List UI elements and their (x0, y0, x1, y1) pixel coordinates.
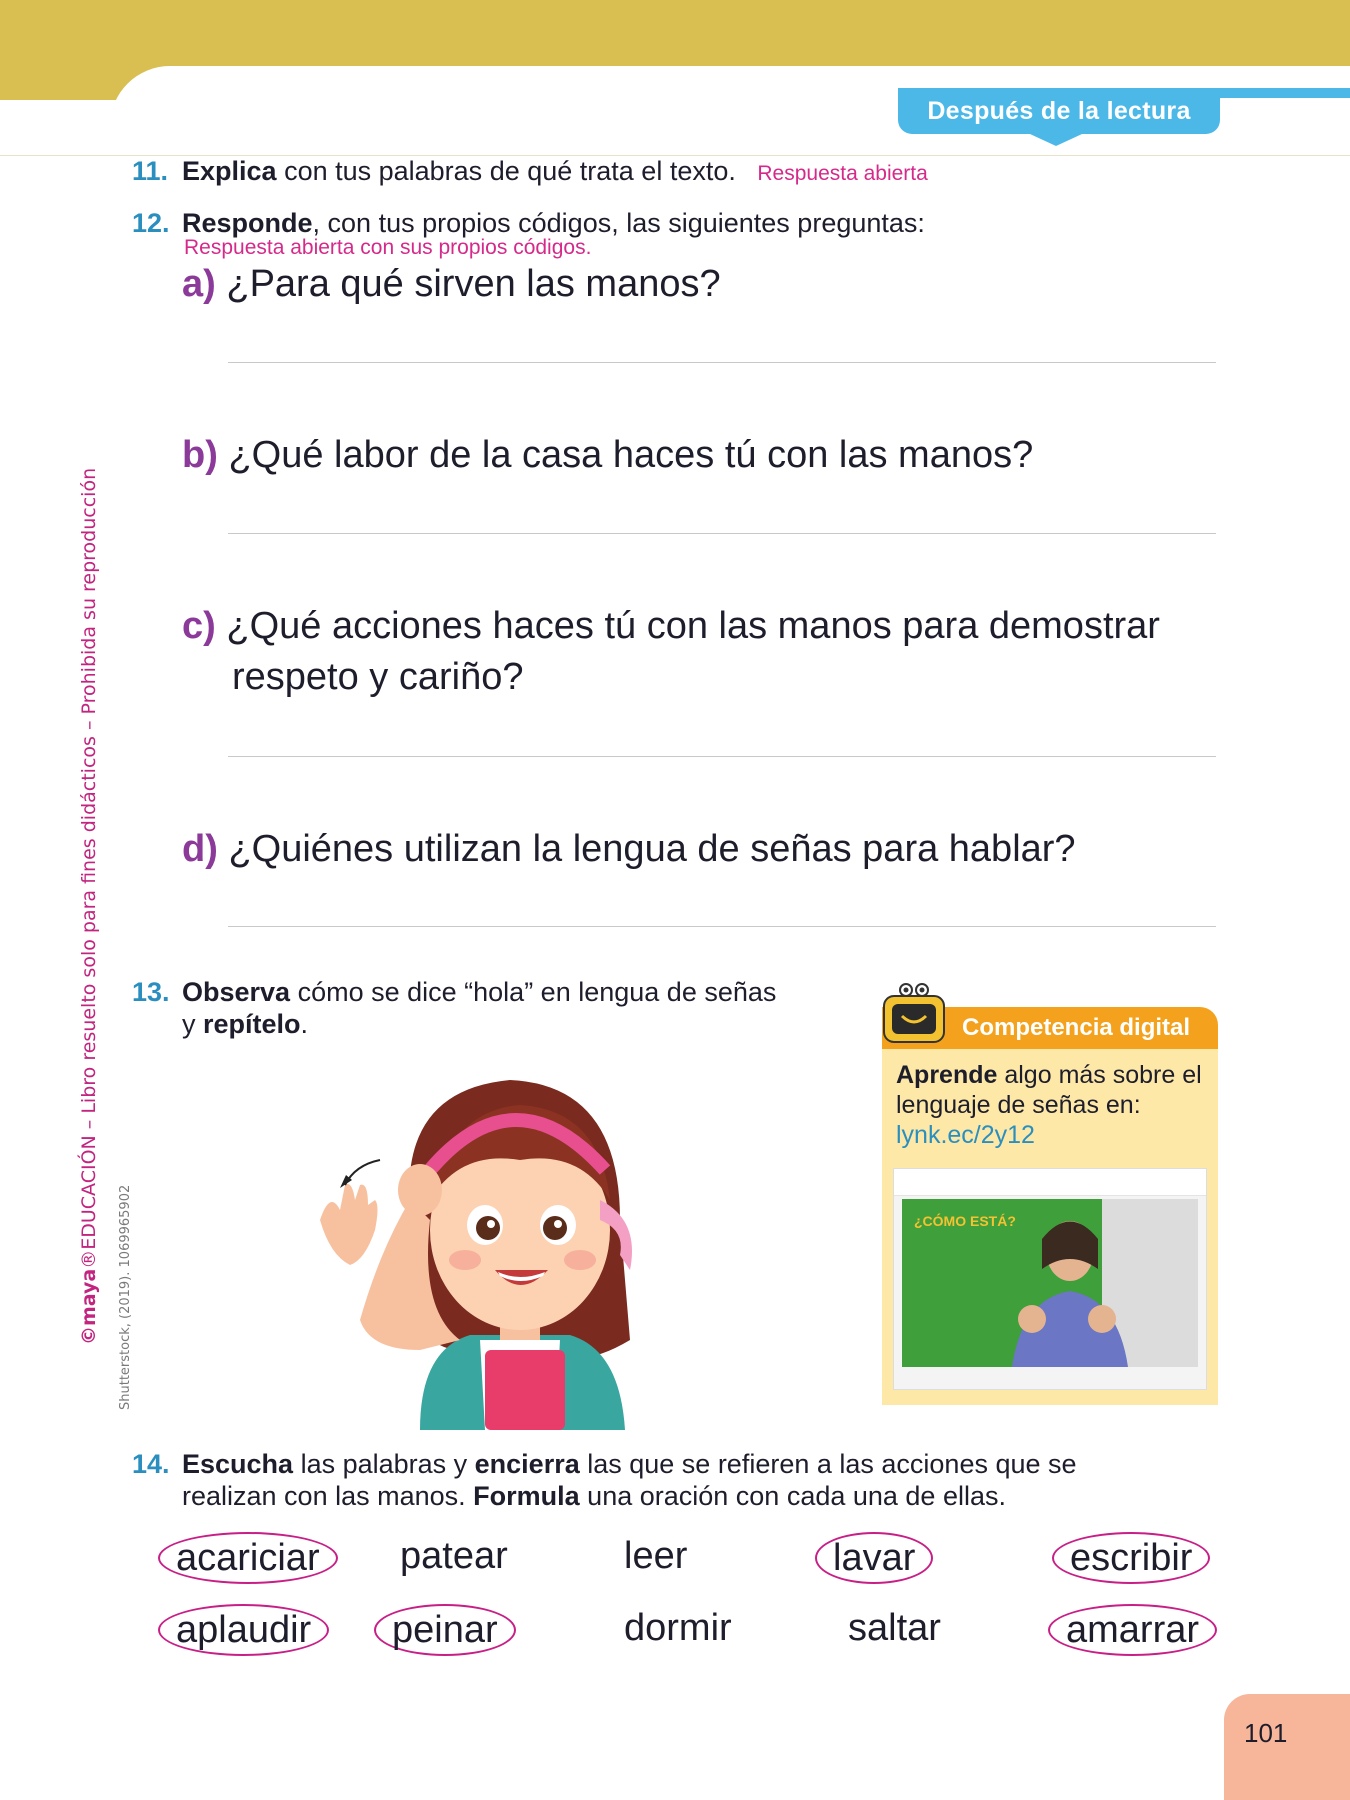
instruction-verb: repítelo (203, 1009, 301, 1039)
video-title: ¿CÓMO ESTÁ? (914, 1213, 1016, 1229)
girl-waving-illustration (300, 1050, 700, 1430)
question-number: 12. (132, 208, 170, 238)
question-14 (132, 1448, 1212, 1518)
subquestion-d (182, 824, 1076, 874)
instruction-verb: Observa (182, 977, 291, 1007)
word-leer[interactable]: leer (624, 1535, 688, 1577)
question-13 (132, 976, 852, 1046)
question-text: las palabras y (293, 1449, 475, 1479)
word-acariciar[interactable]: acariciar (158, 1532, 338, 1584)
answer-line-d[interactable] (228, 926, 1216, 927)
subquestion-c (182, 601, 1160, 651)
subquestion-b (182, 430, 1033, 480)
question-text: las que se refieren a las acciones que se (579, 1449, 1077, 1479)
answer-line-a[interactable] (228, 362, 1216, 363)
question-number: 14. (132, 1449, 170, 1479)
subquestion-c-line2 (232, 652, 524, 702)
side-copyright (78, 468, 100, 1345)
word-aplaudir[interactable]: aplaudir (158, 1604, 329, 1656)
question-number: 13. (132, 977, 170, 1007)
subquestion-letter: b) (182, 434, 218, 476)
digital-competence-text (896, 1060, 1206, 1150)
word-patear[interactable]: patear (400, 1535, 508, 1577)
section-tab-point (1030, 134, 1082, 146)
page-number: 101 (1244, 1718, 1288, 1748)
answer-line-b[interactable] (228, 533, 1216, 534)
answer-note: Respuesta abierta (757, 162, 928, 185)
browser-bar (894, 1169, 1206, 1196)
punctuation: . (300, 1009, 309, 1039)
instruction-verb: encierra (474, 1449, 580, 1479)
question-text: , con tus propios códigos, las siguientes preguntas: (312, 208, 925, 238)
subquestion-letter: a) (182, 263, 216, 305)
subquestion-text: ¿Quiénes utilizan la lengua de señas para hablar? (228, 828, 1076, 870)
side-copyright-text: ®EDUCACIÓN – Libro resuelto solo para fines didácticos – Prohibida su reproducción (78, 467, 100, 1269)
subquestion-text: respeto y cariño? (232, 656, 524, 698)
instruction-verb: Escucha (182, 1449, 294, 1479)
instruction-verb: Responde (182, 208, 313, 238)
robot-mascot-icon (880, 980, 952, 1046)
instruction-verb: Formula (473, 1481, 580, 1511)
word-amarrar[interactable]: amarrar (1048, 1604, 1217, 1656)
subquestion-text: ¿Qué acciones haces tú con las manos para demostrar (226, 605, 1160, 647)
subquestion-text: ¿Qué labor de la casa haces tú con las manos? (228, 434, 1034, 476)
digital-text: algo más sobre el lenguaje de señas en: (896, 1061, 1202, 1119)
word-escribir[interactable]: escribir (1052, 1532, 1210, 1584)
side-brand: ©maya (78, 1268, 100, 1345)
question-text: cómo se dice “hola” en lengua de señas (290, 977, 777, 1007)
question-number: 11. (132, 156, 169, 186)
section-tab: Después de la lectura (898, 88, 1220, 134)
subquestion-text: ¿Para qué sirven las manos? (226, 263, 721, 305)
answer-note: Respuesta abierta con sus propios códigos. (184, 236, 592, 259)
video-frame (902, 1199, 1198, 1367)
section-tab-tail (1220, 88, 1350, 98)
question-text: realizan con las manos. (182, 1481, 474, 1511)
instruction-verb: Explica (182, 156, 277, 186)
digital-competence-title: Competencia digital (882, 1007, 1218, 1049)
resource-link[interactable]: lynk.ec/2y12 (896, 1121, 1035, 1149)
video-thumbnail[interactable] (893, 1168, 1207, 1390)
word-lavar[interactable]: lavar (815, 1532, 933, 1584)
question-text: una oración con cada una de ellas. (579, 1481, 1006, 1511)
word-saltar[interactable]: saltar (848, 1607, 941, 1649)
word-dormir[interactable]: dormir (624, 1607, 732, 1649)
question-text: con tus palabras de qué trata el texto. (276, 156, 736, 186)
question-text: y (182, 1009, 204, 1039)
subquestion-letter: d) (182, 828, 218, 870)
subquestion-letter: c) (182, 605, 216, 647)
word-peinar[interactable]: peinar (374, 1604, 516, 1656)
page-number-tab (1224, 1694, 1350, 1800)
subquestion-a (182, 259, 721, 309)
side-credit: Shutterstock, (2019). 1069965902 (118, 1184, 133, 1410)
answer-line-c[interactable] (228, 756, 1216, 757)
video-presenter (902, 1199, 1198, 1367)
instruction-verb: Aprende (896, 1061, 998, 1089)
